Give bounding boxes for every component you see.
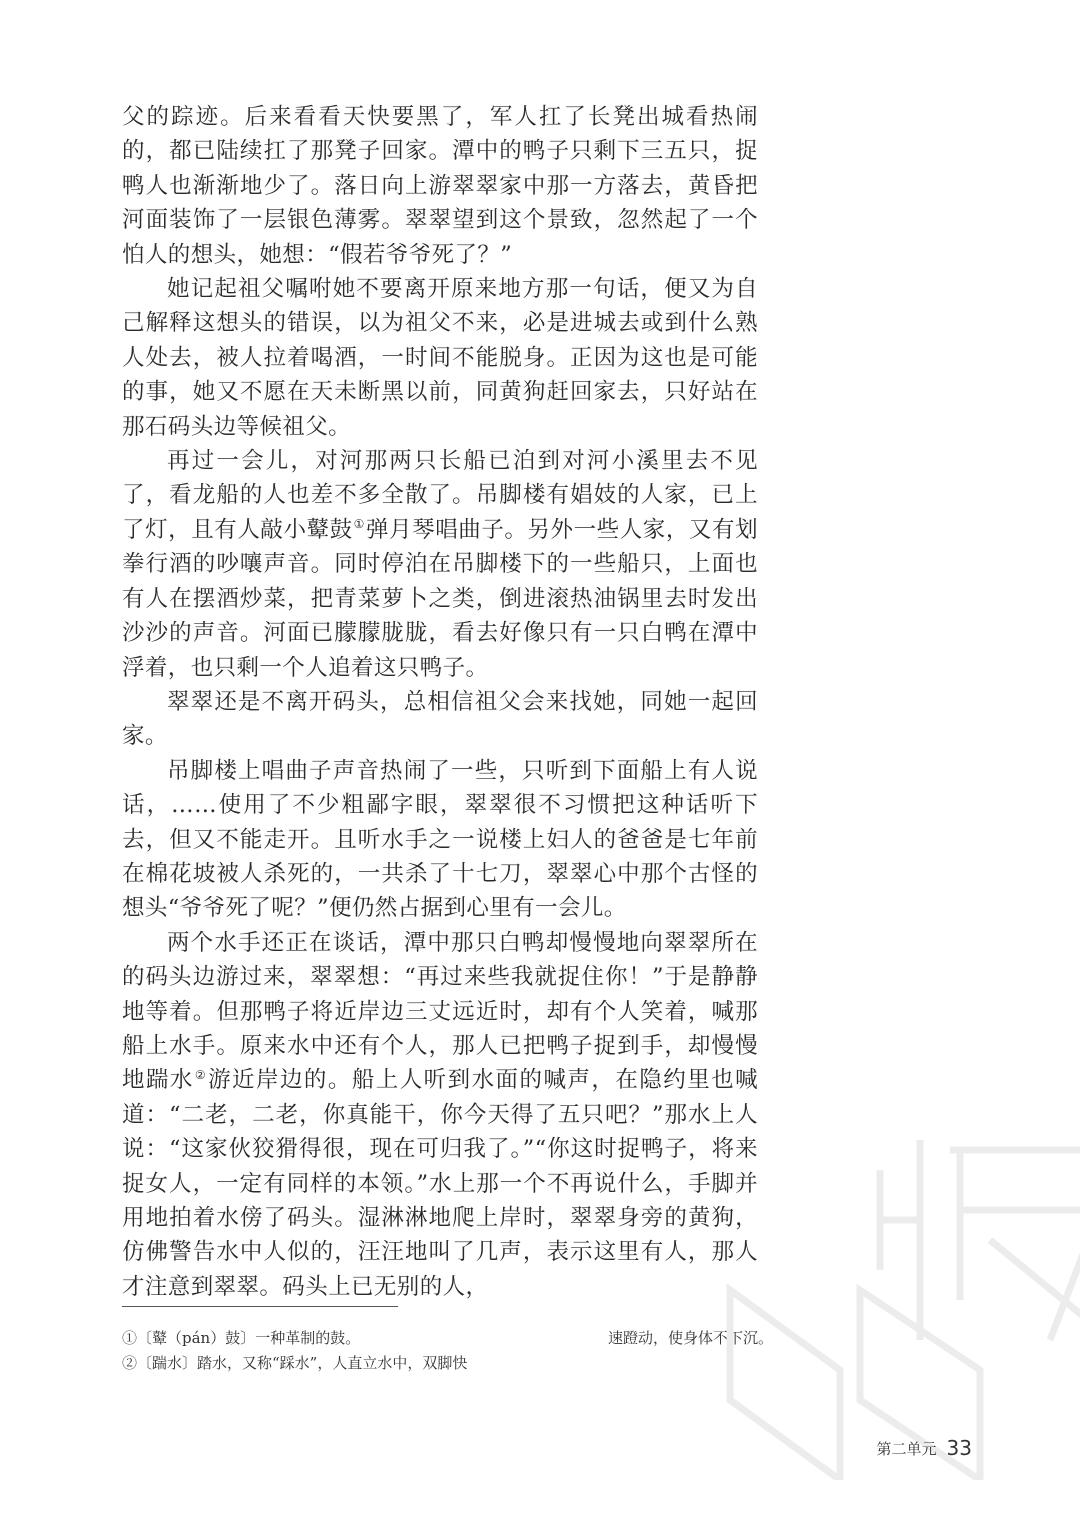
- page-footer: [877, 1436, 972, 1460]
- unit-label: 第二单元: [876, 1439, 937, 1458]
- footnote-divider: [122, 1306, 398, 1307]
- paragraph-text: 两个水手还正在谈话，潭中那只白鸭却慢慢地向翠翠所在的码头边游过来，翠翠想：“再过来些我就捉住你！”于是静静地等着。但那鸭子将近岸边三丈远近时，却有个人笑着，喊那船上水手。原来水中还有个人，那人已把鸭子捉到手，却慢慢地踹水: [122, 929, 758, 1094]
- footnote-1: ①〔鼙（pán）鼓〕一种革制的鼓。: [122, 1329, 361, 1347]
- footnote-mark-2: ②: [194, 1067, 208, 1082]
- paragraph: 她记起祖父嘱咐她不要离开原来地方那一句话，便又为自己解释这想头的错误，以为祖父不来，必是进城去或到什么熟人处去，被人拉着喝酒，一时间不能脱身。正因为这也是可能的事，她又不愿在天未断黑以前，同黄狗赶回家去，只好站在那石码头边等候祖父。: [122, 276, 758, 440]
- page-number: 33: [946, 1436, 972, 1460]
- paragraph-text: 弹月琴唱曲子。另外一些人家，又有划拳行酒的吵嚷声音。同时停泊在吊脚楼下的一些船只，上面也有人在摆酒炒菜，把青菜萝卜之类，倒进滚热油锅里去时发出沙沙的声音。河面已朦朦胧胧，看去好像只有一只白鸭在潭中浮着，也只剩一个人追着这只鸭子。: [122, 516, 758, 681]
- main-text: [122, 100, 758, 1304]
- paragraph: 翠翠还是不离开码头，总相信祖父会来找她，同她一起回家。: [122, 688, 758, 750]
- paragraph: 父的踪迹。后来看看天快要黑了，军人扛了长凳出城看热闹的，都已陆续扛了那凳子回家。潭中的鸭子只剩下三五只，捉鸭人也渐渐地少了。落日向上游翠翠家中那一方落去，黄昏把河面装饰了一层银色薄雾。翠翠望到这个景致，忽然起了一个怕人的想头，她想：“假若爷爷死了？”: [122, 104, 758, 268]
- paragraph-text: 再过一会儿，对河那两只长船已泊到对河小溪里去不见了，看龙船的人也差不多全散了。吊脚楼有娼妓的人家，已上了灯，且有人敲小鼙鼓: [122, 448, 758, 543]
- paragraph: 吊脚楼上唱曲子声音热闹了一些，只听到下面船上有人说话，……使用了不少粗鄙字眼，翠翠很不习惯把这种话听下去，但又不能走开。且听水手之一说楼上妇人的爸爸是七年前在棉花坡被人杀死的，一共杀了十七刀，翠翠心中那个古怪的想头“爷爷死了呢？”便仍然占据到心里有一会儿。: [122, 757, 758, 922]
- paragraph: [122, 444, 758, 685]
- footnote-2-continued: 速蹬动，使身体不下沉。: [608, 1329, 774, 1347]
- footnote-2: ②〔踹水〕踏水，又称“踩水”，人直立水中，双脚快: [122, 1354, 468, 1372]
- footnote-mark-1: ①: [353, 517, 365, 532]
- paragraph-text: 游近岸边的。船上人听到水面的喊声，在隐约里也喊道：“二老，二老，你真能干，你今天得了五只吧？”那水上人说：“这家伙狡猾得很，现在可归我了。”“你这时捉鸭子，将来捉女人，一定有同样的本领。”水上那一个不再说什么，手脚并用地拍着水傍了码头。湿淋淋地爬上岸时，翠翠身旁的黄狗，仿佛警告水中人似的，汪汪地叫了几声，表示这里有人，那人才注意到翠翠。码头上已无别的人，: [122, 1067, 758, 1300]
- paragraph: [122, 926, 758, 1304]
